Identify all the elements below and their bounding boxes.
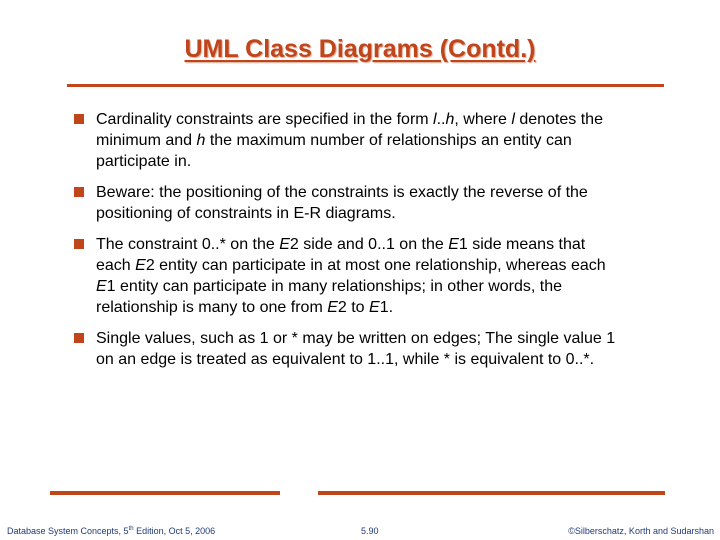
- bullet-text-part: 2 entity can participate in at most one relationship, whereas each: [145, 257, 606, 274]
- bullet-item: [74, 109, 634, 172]
- bullet-text-part: Single values, such as 1 or * may be written on edges; The single value 1 on an edge is treated as equivalent to 1..1, while * is equivalent to 0..*.: [96, 330, 616, 368]
- bullet-text-part: l: [511, 111, 515, 128]
- bullet-text-part: 1 side means that each: [96, 236, 586, 274]
- bullet-item: [74, 328, 634, 370]
- bullet-square-icon: [74, 333, 84, 343]
- bullet-text-part: The constraint 0..* on the: [96, 236, 280, 253]
- bullet-text-part: E: [369, 299, 380, 316]
- bullet-text-part: Beware: the positioning of the constraints is exactly the reverse of the positioning of constraints in E-R diagrams.: [96, 184, 588, 222]
- bullet-text-part: denotes the minimum and: [96, 111, 603, 149]
- bullet-text-part: 1.: [379, 299, 394, 316]
- bullet-list: [74, 109, 634, 380]
- bullet-text-part: E: [96, 278, 107, 295]
- bullet-text: [96, 182, 616, 224]
- bullet-text-part: h: [445, 111, 455, 128]
- footer-divider-right: [318, 491, 665, 495]
- footer-divider-left: [50, 491, 280, 495]
- bullet-text-part: 2 side and 0..1 on the: [289, 236, 449, 253]
- footer-book-info: [7, 526, 215, 536]
- bullet-text-part: 1 entity can participate in many relationships; in other words, the relationship is many to one from: [96, 278, 563, 316]
- bullet-text-part: E: [448, 236, 459, 253]
- bullet-text-part: h: [196, 132, 206, 149]
- slide-title: UML Class Diagrams (Contd.): [184, 35, 536, 63]
- footer-edition-sup: th: [128, 526, 134, 532]
- bullet-text-part: Cardinality constraints are specified in the form: [96, 111, 434, 128]
- footer-book-title: Database System Concepts, 5: [7, 526, 129, 536]
- bullet-text-part: l: [433, 111, 437, 128]
- bullet-item: [74, 234, 634, 318]
- bullet-text: [96, 328, 616, 370]
- footer-copyright: ©Silberschatz, Korth and Sudarshan: [568, 526, 714, 536]
- bullet-text-part: E: [327, 299, 338, 316]
- title-divider: [67, 84, 664, 87]
- bullet-text: [96, 234, 616, 318]
- bullet-square-icon: [74, 239, 84, 249]
- bullet-text-part: ..: [436, 111, 446, 128]
- bullet-text-part: 2 to: [337, 299, 370, 316]
- bullet-text: [96, 109, 616, 172]
- bullet-square-icon: [74, 114, 84, 124]
- footer-edition-date: Edition, Oct 5, 2006: [133, 526, 216, 536]
- bullet-text-part: the maximum number of relationships an entity can participate in.: [96, 132, 572, 170]
- footer-page-number: 5.90: [361, 526, 379, 536]
- bullet-square-icon: [74, 187, 84, 197]
- bullet-text-part: E: [279, 236, 290, 253]
- bullet-text-part: E: [135, 257, 146, 274]
- bullet-text-part: , where: [454, 111, 512, 128]
- bullet-item: [74, 182, 634, 224]
